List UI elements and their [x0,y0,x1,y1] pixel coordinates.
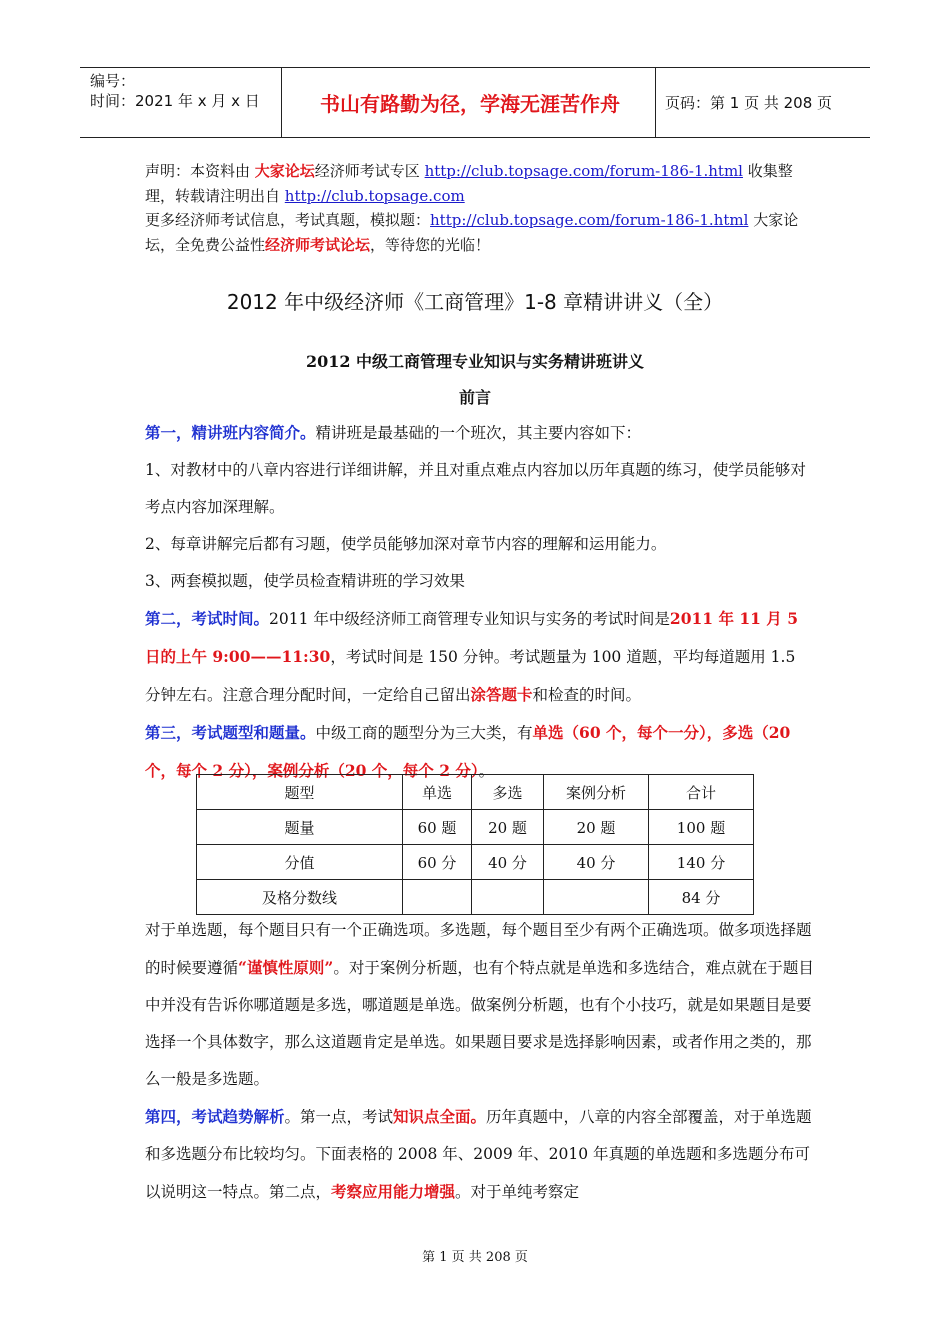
table-cell: 84 分 [649,880,754,915]
table-header: 单选 [403,775,472,810]
document-subtitle: 2012 中级工商管理专业知识与实务精讲班讲义 [305,352,645,371]
table-cell: 40 分 [544,845,649,880]
document-header [80,67,870,138]
forum-link[interactable]: http://club.topsage.com/forum-186-1.html [424,162,743,180]
section-text: 。第一点，考试 [284,1108,394,1126]
body-text-continued [145,912,815,1211]
principle-highlight: “谨慎性原则” [238,958,334,977]
statement-text: ，等待您的光临！ [370,235,491,254]
table-cell [472,880,544,915]
table-header: 题型 [197,775,403,810]
table-header: 合计 [649,775,754,810]
statement-line-1 [145,159,815,208]
header-divider [655,68,656,137]
table-cell: 140 分 [649,845,754,880]
section-1 [145,414,815,452]
body-text [145,414,815,790]
table-header-row [197,775,754,810]
page-info: 页码：第 1 页 共 208 页 [665,94,833,112]
section-heading: 第一，精讲班内容简介。 [145,423,316,442]
statement-text: 声明：本资料由 [145,162,255,180]
document-title: 2012 年中级经济师《工商管理》1-8 章精讲讲义（全） [226,290,724,314]
table-cell: 60 分 [403,845,472,880]
section-text: 。对于单纯考察定 [455,1183,580,1201]
highlight: 考察应用能力增强 [331,1182,456,1201]
section-text: 。 [478,762,495,780]
section-text: 2011 年中级经济师工商管理专业知识与实务的考试时间是 [269,610,670,628]
section-text: 历年真题中，八章的内容全部覆盖，对于单选题和多选题分布比较均匀。下面表格的 2008 年、2009 年、2010 年真题的单选题和多选题分布可以说明这一特点。第二点， [145,1108,812,1201]
section-heading: 第三，考试题型和题量。 [145,723,316,742]
table-cell: 题量 [197,810,403,845]
statement-text: 经济师考试专区 [314,162,425,180]
table-row [197,880,754,915]
forum-link[interactable]: http://club.topsage.com/forum-186-1.html [430,211,749,229]
list-item: 1、对教材中的八章内容进行详细讲解，并且对重点难点内容加以历年真题的练习，使学员能够对考点内容加深理解。 [145,461,806,516]
header-meta [90,71,260,111]
section-text: 对于单选题，每个题目只有一个正确选项。多选题，每个题目至少有两个正确选项。做多项选择题的时候要遵循 [145,921,812,977]
highlight: 涂答题卡 [470,685,533,704]
section-4 [145,1098,815,1211]
section-heading: 第四，考试趋势解析 [145,1107,285,1126]
header-motto: 书山有路勤为径，学海无涯苦作舟 [320,92,620,116]
statement-line-2 [145,208,815,257]
statement-text: 收集整理，转载请注明出自 [145,162,793,205]
section-text: 中级工商的题型分为三大类，有 [315,724,533,742]
statement-text: 大家论坛，全免费公益性 [145,211,799,254]
table-cell: 100 题 [649,810,754,845]
table-cell: 20 题 [544,810,649,845]
statement-text: 更多经济师考试信息，考试真题，模拟题： [145,211,431,229]
time-label: 时间：2021 年 x 月 x 日 [90,92,260,110]
score-table [196,774,754,915]
list-item: 2、每章讲解完后都有习题，使学员能够加深对章节内容的理解和运用能力。 [145,535,667,553]
table-cell: 20 题 [472,810,544,845]
table-cell: 及格分数线 [197,880,403,915]
section-heading: 第二，考试时间。 [145,609,270,628]
table-header: 案例分析 [544,775,649,810]
forum-name: 经济师考试论坛 [265,235,371,254]
site-link[interactable]: http://club.topsage.com [284,186,465,205]
section-2 [145,600,815,714]
section-text: ，考试时间是 150 分钟。考试题量为 100 道题，平均每道题用 1.5 分钟左右。注意合理分配时间，一定给自己留出 [145,648,796,704]
header-divider [281,68,282,137]
question-tips [145,912,815,1098]
table-cell: 60 题 [403,810,472,845]
table-cell [403,880,472,915]
list-item: 3、两套模拟题，使学员检查精讲班的学习效果 [145,572,465,590]
table-header: 多选 [472,775,544,810]
section-text: 和检查的时间。 [532,686,642,704]
forum-name: 大家论坛 [254,162,315,180]
section-text: 精讲班是最基础的一个班次，其主要内容如下： [315,424,642,442]
table-cell [544,880,649,915]
table-cell: 40 分 [472,845,544,880]
table-row [197,810,754,845]
question-types: 单选（60 个，每个一分），多选（20 个，每个 2 分），案例分析（20 个，每个 2 分） [145,723,791,780]
statement [145,159,815,257]
table-row [197,845,754,880]
preface-heading: 前言 [458,388,491,407]
highlight: 知识点全面。 [393,1107,487,1126]
exam-time: 2011 年 11 月 5 日的上午 9:00——11:30 [145,609,798,666]
section-text: 。对于案例分析题，也有个特点就是单选和多选结合，难点就在于题目中并没有告诉你哪道题是多选，哪道题是单选。做案例分析题，也有个小技巧，就是如果题目是要选择一个具体数字，那么这道题肯定是单选。如果题目要求是选择影响因素，或者作用之类的，那么一般是多选题。 [145,959,814,1088]
page-footer: 第 1 页 共 208 页 [422,1250,528,1265]
number-label: 编号： [90,72,136,90]
table-cell: 分值 [197,845,403,880]
